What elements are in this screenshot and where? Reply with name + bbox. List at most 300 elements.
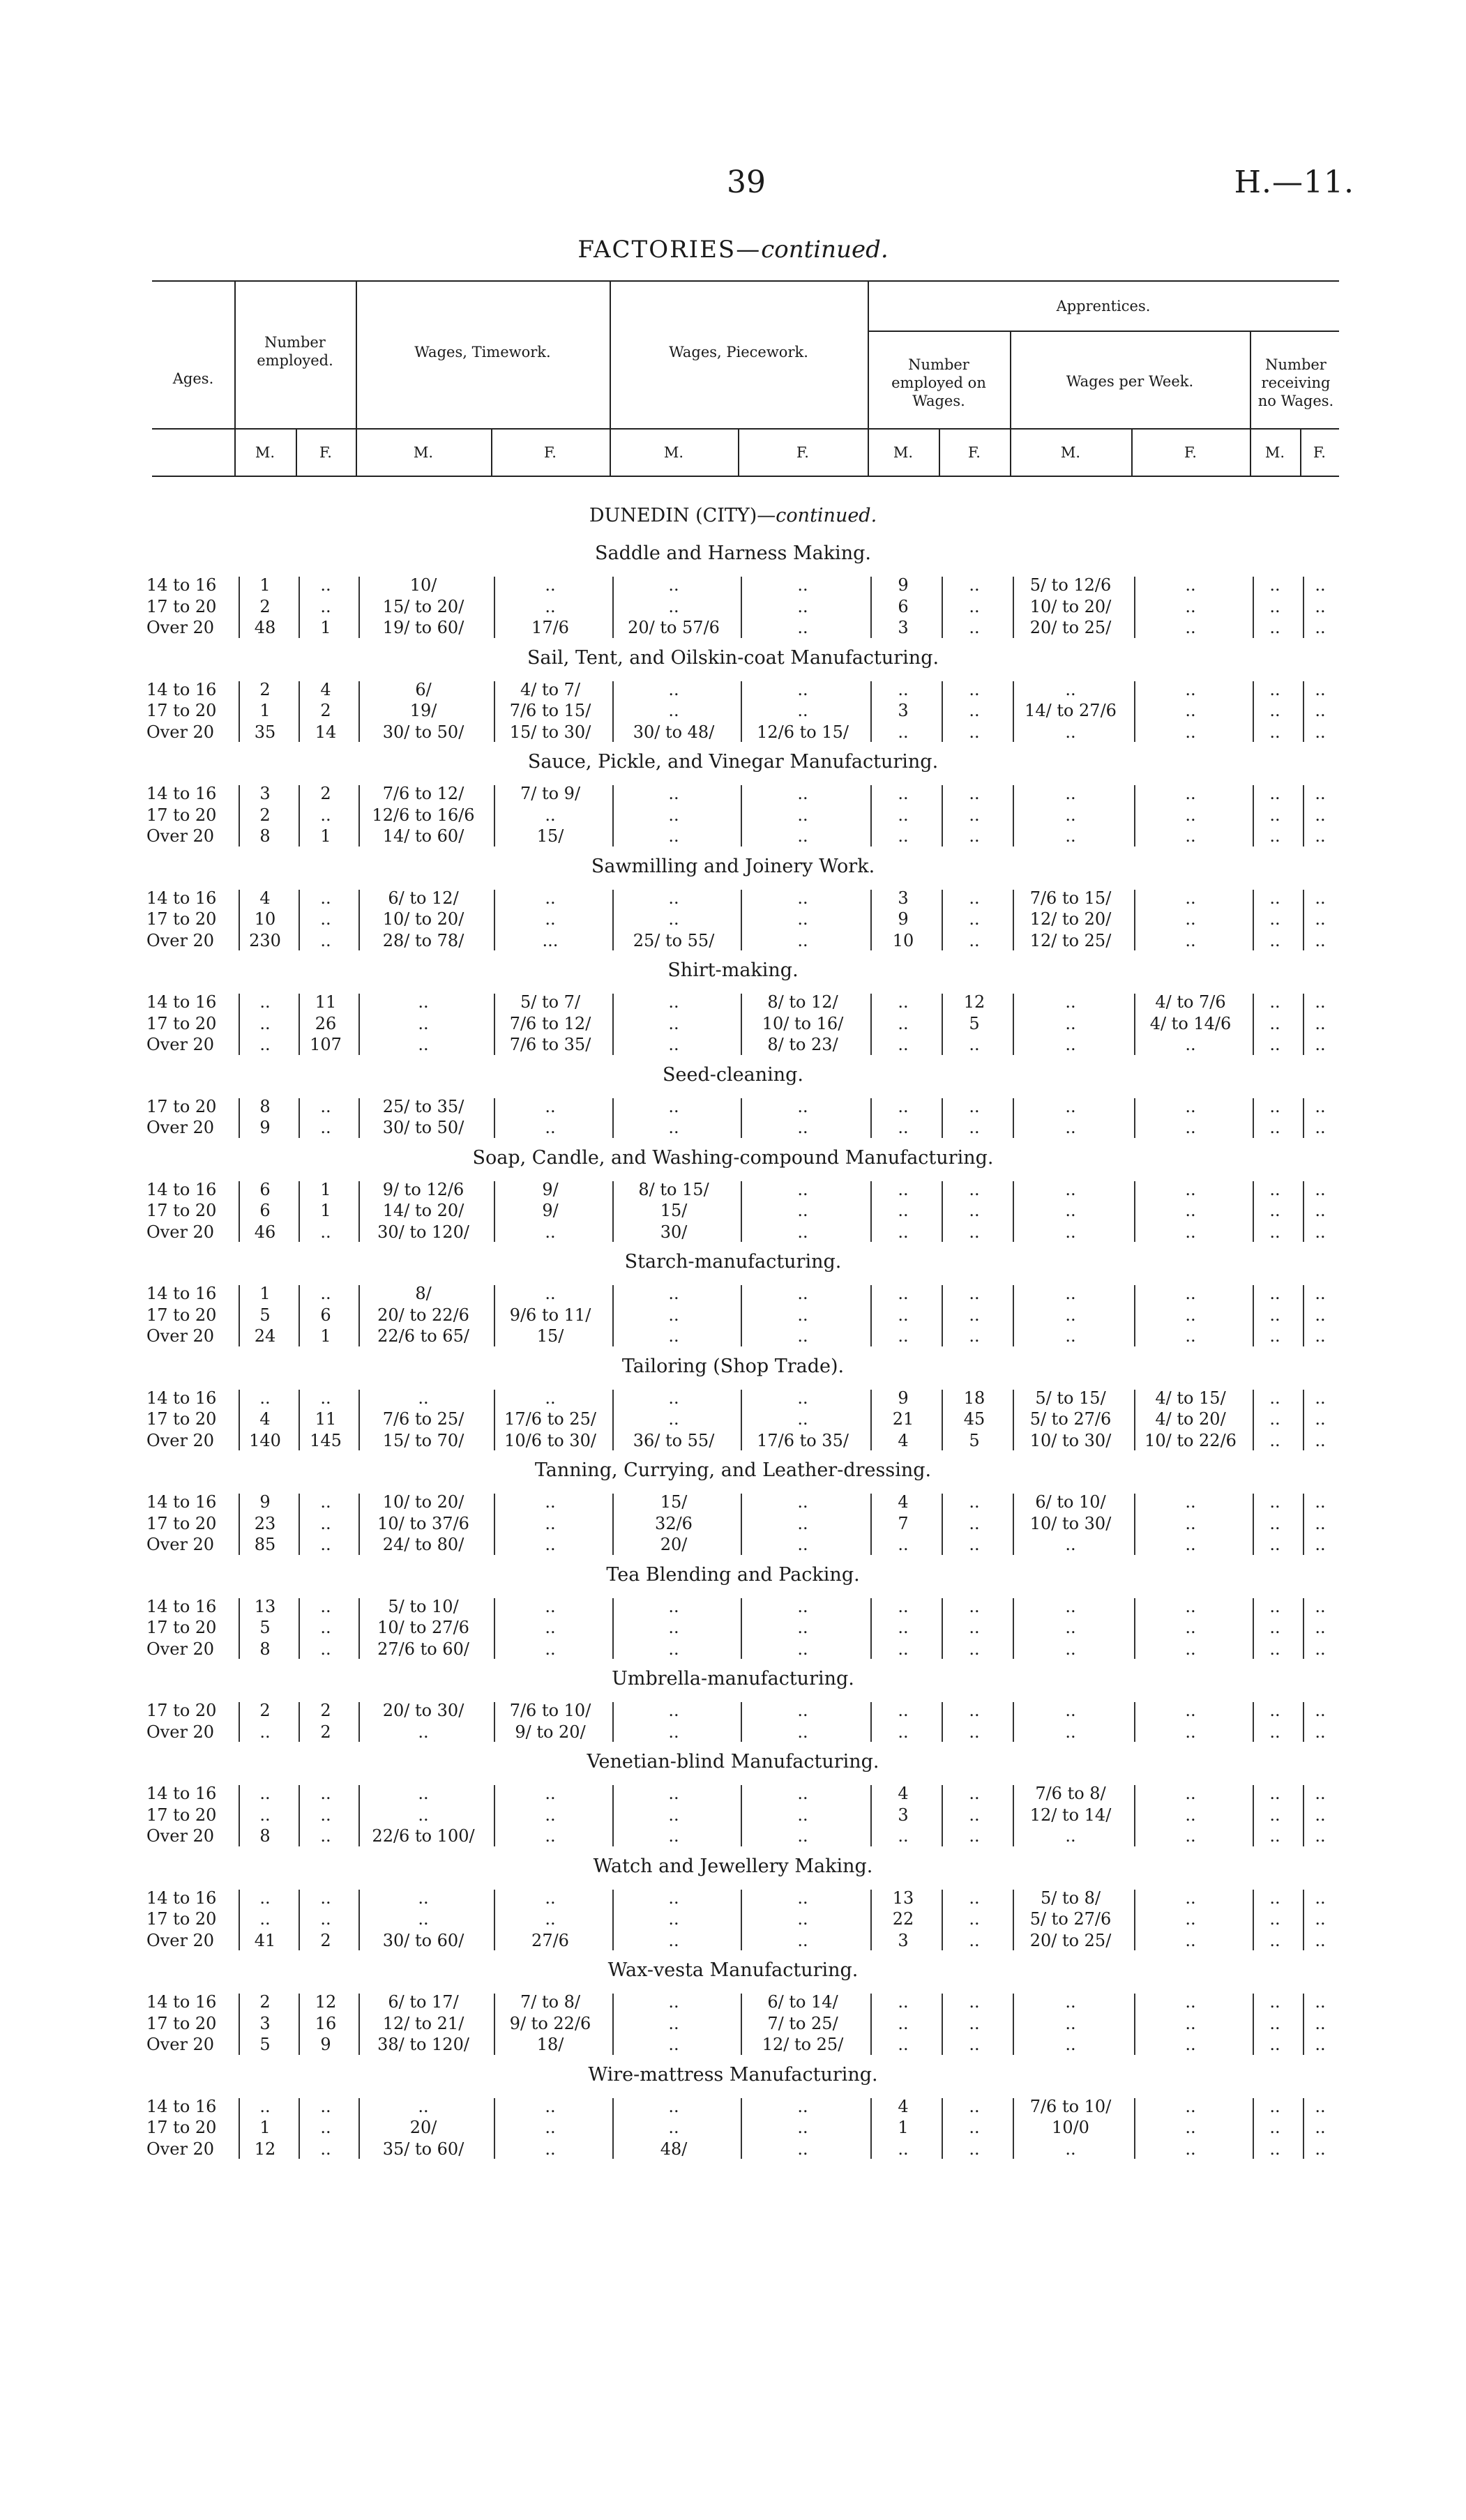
timework-f-cell: .. [545, 1618, 556, 1637]
appr-f-cell: .. [969, 826, 980, 846]
column-rule [299, 681, 300, 743]
column-rule [494, 994, 495, 1055]
appr-wages-f-cell: .. [1185, 1492, 1196, 1512]
piecework-m-cell: 25/ to 55/ [633, 930, 715, 950]
employed-f-cell: .. [320, 1805, 331, 1825]
timework-m-cell: 38/ to 120/ [377, 2035, 469, 2054]
column-rule [1134, 1598, 1135, 1660]
header-f: F. [1313, 444, 1326, 461]
column-rule [612, 577, 614, 638]
timework-f-cell: .. [545, 1388, 556, 1408]
piecework-f-cell: .. [797, 1722, 808, 1742]
timework-m-cell: .. [418, 1388, 429, 1408]
piecework-m-cell: 20/ to 57/6 [628, 618, 720, 637]
column-rule [942, 1890, 943, 1951]
column-rule [494, 1390, 495, 1451]
piecework-f-cell: .. [797, 1201, 808, 1220]
appr-wages-f-cell: .. [1185, 1826, 1196, 1846]
appr-nowage-f-cell: .. [1315, 930, 1326, 950]
appr-m-cell: .. [898, 992, 909, 1012]
column-rule [1253, 681, 1254, 743]
appr-m-cell: .. [898, 2139, 909, 2159]
appr-wages-m-cell: .. [1065, 679, 1076, 699]
ages-cell: Over 20 [146, 826, 215, 846]
column-rule [741, 1702, 742, 1742]
appr-nowage-m-cell: .. [1269, 1722, 1280, 1742]
piecework-f-cell: .. [797, 1409, 808, 1429]
column-rule [942, 1598, 943, 1660]
column-rule [942, 681, 943, 743]
column-rule [494, 681, 495, 743]
column-rule [1303, 1390, 1304, 1451]
employed-f-cell: .. [320, 2118, 331, 2137]
timework-m-cell: 27/6 to 60/ [377, 1639, 469, 1659]
timework-m-cell: 7/6 to 25/ [382, 1409, 464, 1429]
timework-m-cell: 30/ to 50/ [382, 1118, 464, 1137]
column-rule [612, 1994, 614, 2055]
timework-m-cell: 10/ [409, 575, 437, 595]
employed-m-cell: 46 [254, 1222, 276, 1242]
appr-wages-f-cell: .. [1185, 701, 1196, 720]
appr-nowage-m-cell: .. [1269, 1430, 1280, 1450]
column-rule [358, 681, 360, 743]
employed-f-cell: .. [320, 805, 331, 825]
timework-f-cell: .. [545, 1639, 556, 1659]
column-rule [1134, 1285, 1135, 1346]
timework-m-cell: .. [418, 1805, 429, 1825]
column-rule [942, 1702, 943, 1742]
appr-f-cell: .. [969, 1639, 980, 1659]
appr-m-cell: 3 [898, 1805, 909, 1825]
appr-nowage-f-cell: .. [1315, 1535, 1326, 1554]
appr-nowage-f-cell: .. [1315, 1222, 1326, 1242]
appr-nowage-m-cell: .. [1269, 992, 1280, 1012]
timework-f-cell: .. [545, 1805, 556, 1825]
piecework-m-cell: 30/ [660, 1222, 688, 1242]
column-rule [1253, 890, 1254, 951]
appr-f-cell: .. [969, 1888, 980, 1908]
piecework-m-cell: .. [668, 1826, 679, 1846]
column-rule [239, 1994, 240, 2055]
column-rule [494, 1181, 495, 1243]
appr-wages-m-cell: .. [1065, 2013, 1076, 2033]
appr-wages-f-cell: .. [1185, 930, 1196, 950]
column-rule [239, 2098, 240, 2160]
timework-m-cell: 12/ to 21/ [382, 2013, 464, 2033]
appr-wages-f-cell: .. [1185, 575, 1196, 595]
column-rule [612, 1598, 614, 1660]
column-rule [612, 994, 614, 1055]
column-rule [1013, 1785, 1014, 1846]
column-rule [1134, 785, 1135, 847]
piecework-f-cell: .. [797, 1326, 808, 1346]
piecework-f-cell: .. [797, 596, 808, 616]
header-apprentices: Apprentices. [1056, 298, 1151, 314]
piecework-f-cell: .. [797, 1784, 808, 1803]
piecework-f-cell: .. [797, 1096, 808, 1116]
appr-wages-m-cell: 12/ to 25/ [1029, 930, 1112, 950]
column-rule [1303, 994, 1304, 1055]
timework-m-cell: 19/ to 60/ [382, 618, 464, 637]
column-rule [1134, 681, 1135, 743]
appr-m-cell: 7 [898, 1513, 909, 1533]
column-rule [239, 785, 240, 847]
appr-wages-m-cell: 7/6 to 8/ [1035, 1784, 1106, 1803]
timework-f-cell: .. [545, 1596, 556, 1616]
employed-f-cell: 2 [320, 1701, 331, 1720]
section-title: Tanning, Currying, and Leather-dressing. [534, 1459, 932, 1481]
appr-f-cell: 18 [963, 1388, 985, 1408]
header-f: F. [319, 444, 332, 461]
appr-nowage-m-cell: .. [1269, 575, 1280, 595]
column-rule [1134, 1785, 1135, 1846]
column-rule [942, 1994, 943, 2055]
appr-wages-m-cell: 10/ to 20/ [1029, 596, 1112, 616]
column-rule [239, 1702, 240, 1742]
timework-f-cell: .. [545, 596, 556, 616]
appr-wages-m-cell: 10/ to 30/ [1029, 1513, 1112, 1533]
piecework-m-cell: .. [668, 2035, 679, 2054]
header-top-rule [152, 280, 1339, 282]
timework-m-cell: 28/ to 78/ [382, 930, 464, 950]
ages-cell: 17 to 20 [146, 596, 217, 616]
section-title: Soap, Candle, and Washing-compound Manufacturing. [472, 1146, 994, 1169]
header-m: M. [413, 444, 434, 461]
piecework-f-cell: .. [797, 1805, 808, 1825]
appr-nowage-f-cell: .. [1315, 618, 1326, 637]
appr-m-cell: .. [898, 1596, 909, 1616]
timework-m-cell: 10/ to 27/6 [377, 1618, 469, 1637]
column-rule [1013, 577, 1014, 638]
section-title: Saddle and Harness Making. [595, 542, 871, 564]
appr-nowage-f-cell: .. [1315, 1326, 1326, 1346]
appr-m-cell: .. [898, 1535, 909, 1554]
appr-wages-m-cell: 10/0 [1052, 2118, 1089, 2137]
piecework-f-cell: 8/ to 23/ [767, 1035, 838, 1054]
appr-m-cell: .. [898, 1201, 909, 1220]
appr-wages-f-cell: .. [1185, 826, 1196, 846]
column-rule [239, 1098, 240, 1138]
appr-f-cell: .. [969, 1492, 980, 1512]
piecework-f-cell: .. [797, 909, 808, 929]
piecework-m-cell: .. [668, 2118, 679, 2137]
piecework-f-cell: .. [797, 2096, 808, 2116]
appr-m-cell: .. [898, 1639, 909, 1659]
timework-m-cell: 10/ to 20/ [382, 909, 464, 929]
appr-f-cell: .. [969, 1513, 980, 1533]
appr-nowage-f-cell: .. [1315, 1701, 1326, 1720]
ages-cell: 14 to 16 [146, 1596, 217, 1616]
ages-cell: Over 20 [146, 2035, 215, 2054]
column-rule [358, 1994, 360, 2055]
appr-wages-m-cell: .. [1065, 1639, 1076, 1659]
employed-m-cell: 9 [259, 1118, 271, 1137]
ages-cell: 14 to 16 [146, 2096, 217, 2116]
appr-f-cell: .. [969, 1201, 980, 1220]
piecework-m-cell: 15/ [660, 1201, 688, 1220]
piecework-f-cell: .. [797, 1388, 808, 1408]
page-title [0, 236, 1466, 264]
appr-wages-m-cell: 5/ to 8/ [1040, 1888, 1101, 1908]
appr-nowage-m-cell: .. [1269, 1035, 1280, 1054]
column-rule [239, 1890, 240, 1951]
employed-f-cell: .. [320, 1388, 331, 1408]
appr-nowage-m-cell: .. [1269, 1179, 1280, 1199]
appr-wages-f-cell: 4/ to 20/ [1155, 1409, 1226, 1429]
timework-f-cell: 27/6 [531, 1930, 569, 1950]
column-rule [494, 1598, 495, 1660]
appr-nowage-m-cell: .. [1269, 1013, 1280, 1033]
appr-nowage-f-cell: .. [1315, 826, 1326, 846]
timework-m-cell: .. [418, 992, 429, 1012]
page-title-italic: continued. [761, 236, 889, 264]
appr-wages-f-cell: 4/ to 14/6 [1149, 1013, 1232, 1033]
piecework-m-cell: .. [668, 826, 679, 846]
column-rule [299, 1181, 300, 1243]
column-rule [741, 1098, 742, 1138]
column-rule [741, 1785, 742, 1846]
column-rule [299, 785, 300, 847]
appr-nowage-f-cell: .. [1315, 1430, 1326, 1450]
employed-f-cell: 145 [310, 1430, 342, 1450]
column-rule [870, 994, 872, 1055]
appr-m-cell: .. [898, 1222, 909, 1242]
appr-f-cell: .. [969, 1784, 980, 1803]
appr-m-cell: .. [898, 2013, 909, 2033]
appr-wages-f-cell: .. [1185, 1535, 1196, 1554]
appr-m-cell: 9 [898, 575, 909, 595]
appr-nowage-m-cell: .. [1269, 1284, 1280, 1303]
appr-nowage-m-cell: .. [1269, 1096, 1280, 1116]
appr-m-cell: .. [898, 679, 909, 699]
appr-wages-m-cell: 5/ to 15/ [1035, 1388, 1106, 1408]
column-rule [870, 785, 872, 847]
column-rule [1303, 577, 1304, 638]
column-rule [1303, 1494, 1304, 1555]
piecework-m-cell: .. [668, 1409, 679, 1429]
appr-wages-f-cell: .. [1185, 1201, 1196, 1220]
column-rule [299, 1098, 300, 1138]
section-title: Shirt-making. [667, 959, 799, 981]
appr-m-cell: .. [898, 1992, 909, 2012]
appr-nowage-m-cell: .. [1269, 679, 1280, 699]
appr-nowage-f-cell: .. [1315, 1826, 1326, 1846]
employed-m-cell: 3 [259, 784, 271, 803]
column-rule [612, 1390, 614, 1451]
employed-f-cell: .. [320, 1535, 331, 1554]
section-title: Sail, Tent, and Oilskin-coat Manufacturing. [527, 646, 939, 669]
piecework-m-cell: .. [668, 1930, 679, 1950]
ages-cell: Over 20 [146, 1722, 215, 1742]
ages-cell: Over 20 [146, 1639, 215, 1659]
timework-f-cell: 9/ [542, 1201, 559, 1220]
employed-m-cell: 5 [259, 1618, 271, 1637]
column-rule [1253, 577, 1254, 638]
piecework-f-cell: .. [797, 1535, 808, 1554]
appr-nowage-f-cell: .. [1315, 1096, 1326, 1116]
appr-wages-f-cell: .. [1185, 2118, 1196, 2137]
employed-f-cell: .. [320, 1596, 331, 1616]
ages-cell: Over 20 [146, 1826, 215, 1846]
timework-f-cell: 17/6 [531, 618, 569, 637]
employed-m-cell: 230 [249, 930, 281, 950]
header-m: M. [255, 444, 275, 461]
piecework-f-cell: .. [797, 1305, 808, 1325]
ages-cell: 14 to 16 [146, 992, 217, 1012]
appr-wages-f-cell: .. [1185, 1284, 1196, 1303]
column-rule [299, 1890, 300, 1951]
column-rule [1303, 1890, 1304, 1951]
piecework-m-cell: 20/ [660, 1535, 688, 1554]
column-rule [299, 1390, 300, 1451]
timework-m-cell: 19/ [409, 701, 437, 720]
appr-nowage-f-cell: .. [1315, 2096, 1326, 2116]
employed-f-cell: .. [320, 1222, 331, 1242]
timework-m-cell: 14/ to 60/ [382, 826, 464, 846]
appr-f-cell: .. [969, 618, 980, 637]
appr-nowage-f-cell: .. [1315, 1305, 1326, 1325]
appr-wages-m-cell: .. [1065, 1284, 1076, 1303]
ages-cell: 14 to 16 [146, 1388, 217, 1408]
column-rule [870, 890, 872, 951]
appr-wages-f-cell: .. [1185, 1992, 1196, 2012]
appr-wages-m-cell: 10/ to 30/ [1029, 1430, 1112, 1450]
timework-m-cell: 30/ to 120/ [377, 1222, 469, 1242]
appr-wages-m-cell: 5/ to 12/6 [1029, 575, 1112, 595]
column-rule [1013, 2098, 1014, 2160]
timework-f-cell: 9/6 to 11/ [509, 1305, 591, 1325]
column-rule [942, 1494, 943, 1555]
timework-m-cell: 25/ to 35/ [382, 1096, 464, 1116]
employed-m-cell: 5 [259, 1305, 271, 1325]
appr-m-cell: 9 [898, 909, 909, 929]
timework-f-cell: 17/6 to 25/ [504, 1409, 596, 1429]
column-rule [1253, 1994, 1254, 2055]
ages-cell: 17 to 20 [146, 1701, 217, 1720]
appr-wages-f-cell: .. [1185, 2096, 1196, 2116]
column-rule [358, 890, 360, 951]
appr-wages-m-cell: .. [1065, 2035, 1076, 2054]
column-rule [1253, 1598, 1254, 1660]
column-rule [299, 2098, 300, 2160]
appr-f-cell: .. [969, 1222, 980, 1242]
column-rule [741, 1890, 742, 1951]
timework-m-cell: 15/ to 70/ [382, 1430, 464, 1450]
appr-f-cell: .. [969, 1909, 980, 1929]
employed-f-cell: 1 [320, 1179, 331, 1199]
employed-m-cell: 13 [254, 1596, 276, 1616]
employed-f-cell: 4 [320, 679, 331, 699]
appr-m-cell: .. [898, 722, 909, 742]
appr-nowage-f-cell: .. [1315, 1513, 1326, 1533]
timework-m-cell: 20/ to 22/6 [377, 1305, 469, 1325]
appr-f-cell: .. [969, 2118, 980, 2137]
column-rule [1013, 1390, 1014, 1451]
appr-m-cell: 4 [898, 2096, 909, 2116]
timework-m-cell: 7/6 to 12/ [382, 784, 464, 803]
appr-wages-m-cell: 7/6 to 10/ [1029, 2096, 1112, 2116]
appr-wages-m-cell: .. [1065, 1722, 1076, 1742]
column-rule [1013, 1181, 1014, 1243]
header-f: F. [1184, 444, 1197, 461]
piecework-f-cell: .. [797, 784, 808, 803]
appr-nowage-m-cell: .. [1269, 1201, 1280, 1220]
column-rule [494, 2098, 495, 2160]
appr-f-cell: .. [969, 596, 980, 616]
appr-wages-f-cell: .. [1185, 1305, 1196, 1325]
section-title: Umbrella-manufacturing. [612, 1668, 854, 1690]
employed-m-cell: 1 [259, 1284, 271, 1303]
appr-wages-f-cell: .. [1185, 784, 1196, 803]
appr-nowage-f-cell: .. [1315, 888, 1326, 908]
appr-f-cell: .. [969, 1596, 980, 1616]
ages-cell: 14 to 16 [146, 1992, 217, 2012]
piecework-f-cell: .. [797, 805, 808, 825]
column-rule [741, 681, 742, 743]
appr-f-cell: .. [969, 909, 980, 929]
ages-cell: 14 to 16 [146, 1492, 217, 1512]
column-rule [1134, 1181, 1135, 1243]
column-rule [1253, 1494, 1254, 1555]
column-rule [358, 1181, 360, 1243]
page-title-main: FACTORIES— [577, 236, 762, 264]
employed-f-cell: .. [320, 1096, 331, 1116]
employed-m-cell: .. [259, 1035, 271, 1054]
appr-wages-f-cell: .. [1185, 1701, 1196, 1720]
column-rule [358, 1390, 360, 1451]
appr-wages-m-cell: .. [1065, 1596, 1076, 1616]
employed-m-cell: 48 [254, 618, 276, 637]
employed-f-cell: 12 [315, 1992, 337, 2012]
employed-f-cell: .. [320, 1784, 331, 1803]
ages-cell: 17 to 20 [146, 909, 217, 929]
appr-f-cell: .. [969, 2139, 980, 2159]
appr-nowage-m-cell: .. [1269, 784, 1280, 803]
ages-cell: Over 20 [146, 1930, 215, 1950]
ages-cell: 14 to 16 [146, 575, 217, 595]
appr-f-cell: .. [969, 888, 980, 908]
appr-wages-m-cell: .. [1065, 722, 1076, 742]
appr-nowage-m-cell: .. [1269, 701, 1280, 720]
appr-m-cell: .. [898, 1618, 909, 1637]
piecework-f-cell: 7/ to 25/ [767, 2013, 838, 2033]
appr-m-cell: .. [898, 1035, 909, 1054]
appr-f-cell: 5 [969, 1430, 980, 1450]
timework-f-cell: 7/6 to 10/ [509, 1701, 591, 1720]
employed-f-cell: .. [320, 1639, 331, 1659]
appr-nowage-f-cell: .. [1315, 596, 1326, 616]
header-number-employed: Number employed. [257, 334, 333, 369]
appr-nowage-f-cell: .. [1315, 1179, 1326, 1199]
column-rule [870, 1494, 872, 1555]
appr-f-cell: .. [969, 1035, 980, 1054]
ages-cell: Over 20 [146, 722, 215, 742]
column-rule [1134, 1390, 1135, 1451]
appr-wages-m-cell: .. [1065, 1326, 1076, 1346]
appr-f-cell: .. [969, 1722, 980, 1742]
appr-nowage-f-cell: .. [1315, 575, 1326, 595]
appr-wages-m-cell: .. [1065, 1035, 1076, 1054]
appr-m-cell: .. [898, 1826, 909, 1846]
column-rule [239, 1785, 240, 1846]
ages-cell: 14 to 16 [146, 1179, 217, 1199]
appr-wages-f-cell: .. [1185, 596, 1196, 616]
timework-f-cell: .. [545, 805, 556, 825]
timework-f-cell: ... [542, 930, 559, 950]
appr-nowage-f-cell: .. [1315, 701, 1326, 720]
appr-nowage-m-cell: .. [1269, 1909, 1280, 1929]
column-rule [1303, 1598, 1304, 1660]
